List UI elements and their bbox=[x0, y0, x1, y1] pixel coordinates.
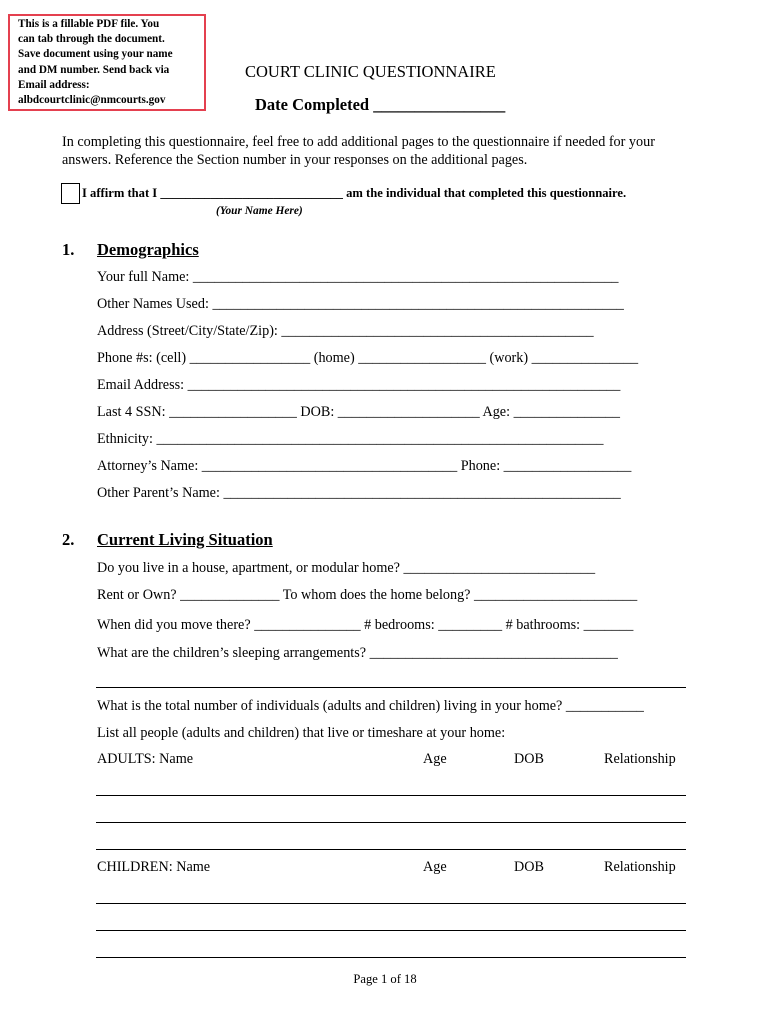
children-relationship-header: Relationship bbox=[604, 859, 676, 875]
ssn-dob-age-fields[interactable]: Last 4 SSN: __________________ DOB: ____________________ Age: _______________ bbox=[97, 404, 620, 420]
section-1-title: Demographics bbox=[97, 240, 199, 259]
adult-entry-line[interactable] bbox=[96, 822, 686, 823]
page-title: COURT CLINIC QUESTIONNAIRE bbox=[245, 62, 496, 81]
adults-name-header: ADULTS: Name bbox=[97, 751, 194, 767]
date-completed-field[interactable]: Date Completed ________________ bbox=[255, 95, 506, 114]
section-1-number: 1. bbox=[62, 240, 75, 259]
move-in-rooms-fields[interactable]: When did you move there? _______________ # bedrooms: _________ # bathrooms: _______ bbox=[97, 617, 634, 633]
full-name-field[interactable]: Your full Name: ____________________________________________________________ bbox=[97, 269, 619, 285]
notice-line: Email address: bbox=[18, 78, 90, 91]
section-2-number: 2. bbox=[62, 530, 75, 549]
notice-line: and DM number. Send back via bbox=[18, 63, 170, 76]
intro-line: In completing this questionnaire, feel free to add additional pages to the questionnaire if needed for your bbox=[62, 134, 655, 150]
child-entry-line[interactable] bbox=[96, 930, 686, 931]
notice-line: can tab through the document. bbox=[18, 33, 165, 46]
adults-relationship-header: Relationship bbox=[604, 751, 676, 767]
children-age-header: Age bbox=[423, 859, 447, 875]
phone-fields[interactable]: Phone #s: (cell) _________________ (home) __________________ (work) _______________ bbox=[97, 350, 639, 366]
intro-paragraph bbox=[62, 133, 655, 169]
adults-age-header: Age bbox=[423, 751, 447, 767]
sleeping-arrangements-field[interactable]: What are the children’s sleeping arrangements? ___________________________________ bbox=[97, 645, 618, 661]
intro-line: answers. Reference the Section number in your responses on the additional pages. bbox=[62, 152, 528, 168]
notice-email: albdcourtclinic@nmcourts.gov bbox=[18, 94, 166, 107]
other-names-field[interactable]: Other Names Used: __________________________________________________________ bbox=[97, 296, 624, 312]
child-entry-line[interactable] bbox=[96, 903, 686, 904]
list-people-prompt: List all people (adults and children) that live or timeshare at your home: bbox=[97, 725, 506, 741]
answer-line[interactable] bbox=[96, 687, 686, 688]
children-dob-header: DOB bbox=[514, 859, 544, 875]
section-2-title: Current Living Situation bbox=[97, 530, 273, 549]
rent-own-fields[interactable]: Rent or Own? ______________ To whom does the home belong? _______________________ bbox=[97, 587, 638, 603]
ethnicity-field[interactable]: Ethnicity: _______________________________________________________________ bbox=[97, 431, 604, 447]
notice-line: Save document using your name bbox=[18, 48, 173, 61]
home-type-field[interactable]: Do you live in a house, apartment, or modular home? ___________________________ bbox=[97, 560, 596, 576]
notice-line: This is a fillable PDF file. You bbox=[18, 18, 160, 30]
email-field[interactable]: Email Address: _____________________________________________________________ bbox=[97, 377, 621, 393]
adult-entry-line[interactable] bbox=[96, 795, 686, 796]
children-name-header: CHILDREN: Name bbox=[97, 859, 211, 875]
affirm-checkbox[interactable] bbox=[61, 183, 80, 204]
adult-entry-line[interactable] bbox=[96, 849, 686, 850]
child-entry-line[interactable] bbox=[96, 957, 686, 958]
other-parent-field[interactable]: Other Parent’s Name: ________________________________________________________ bbox=[97, 485, 621, 501]
address-field[interactable]: Address (Street/City/State/Zip): ____________________________________________ bbox=[97, 323, 594, 339]
adults-dob-header: DOB bbox=[514, 751, 544, 767]
affirmation-hint: (Your Name Here) bbox=[216, 205, 303, 217]
total-individuals-field[interactable]: What is the total number of individuals (adults and children) living in your home? ___________ bbox=[97, 698, 644, 714]
fillable-pdf-notice bbox=[8, 14, 206, 111]
page-number: Page 1 of 18 bbox=[353, 972, 417, 986]
affirmation-text[interactable]: I affirm that I _____________________________ am the individual that completed this questionnaire. bbox=[82, 186, 627, 200]
attorney-fields[interactable]: Attorney’s Name: ____________________________________ Phone: __________________ bbox=[97, 458, 632, 474]
